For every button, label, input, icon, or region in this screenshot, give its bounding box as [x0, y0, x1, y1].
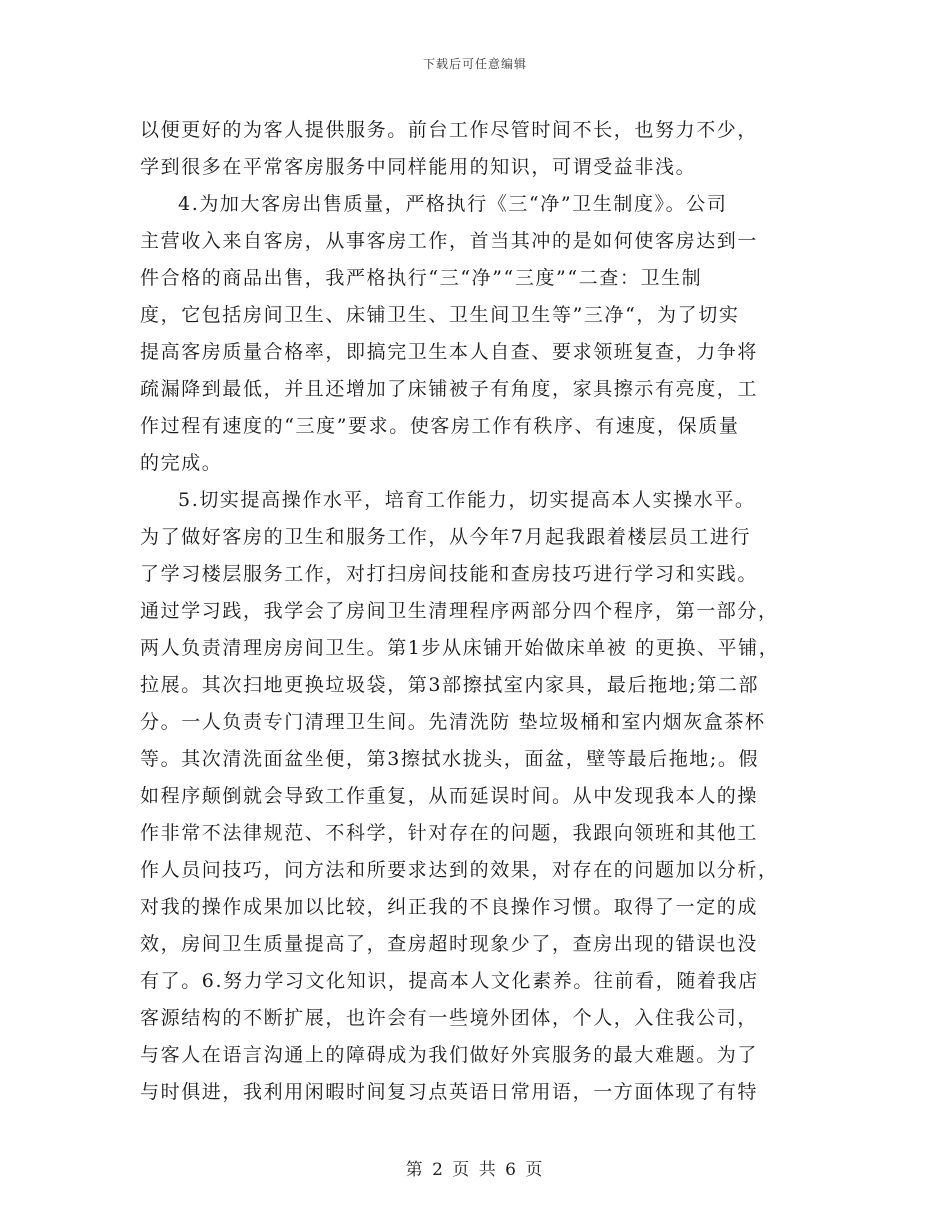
text-line: 两人负责清理房房间卫生。第1步从床铺开始做床单被 的更换、平铺， [140, 637, 780, 659]
text-line: 有了。6.努力学习文化知识，提高本人文化素养。往前看，随着我店 [140, 970, 759, 992]
text-line: 学到很多在平常客房服务中同样能用的知识，可谓受益非浅。 [140, 156, 697, 178]
text-line: 与客人在语言沟通上的障碍成为我们做好外宾服务的最大难题。为了 [140, 1044, 759, 1066]
text-line: 与时俱进，我利用闲暇时间复习点英语日常用语，一方面体现了有特 [140, 1081, 759, 1103]
text-line: 了学习楼层服务工作，对打扫房间技能和查房技巧进行学习和实践。 [140, 563, 759, 585]
text-line: 通过学习践，我学会了房间卫生清理程序两部分四个程序，第一部分， [140, 600, 779, 622]
text-line: 分。一人负责专门清理卫生间。先清洗防 垫垃圾桶和室内烟灰盒茶杯 [140, 711, 766, 733]
text-line: 度，它包括房间卫生、床铺卫生、卫生间卫生等”三净“，为了切实 [140, 304, 740, 326]
document-body [140, 112, 820, 1111]
text-line: 主营收入来自客房，从事客房工作，首当其冲的是如何使客房达到一 [140, 230, 759, 252]
text-line: 疏漏降到最低，并且还增加了床铺被子有角度，家具擦示有亮度，工 [140, 378, 759, 400]
text-line: 效，房间卫生质量提高了，查房超时现象少了，查房出现的错误也没 [140, 933, 759, 955]
text-line: 为了做好客房的卫生和服务工作，从今年7月起我跟着楼层员工进行 [140, 526, 752, 548]
text-line: 作非常不法律规范、不科学，针对存在的问题，我跟向领班和其他工 [140, 822, 759, 844]
text-line: 等。其次清洗面盆坐便，第3擦拭水拢头，面盆，壁等最后拖地;。假 [140, 748, 760, 770]
text-line: 拉展。其次扫地更换垃圾袋，第3部擦拭室内家具，最后拖地;第二部 [140, 674, 760, 696]
text-line: 如程序颠倒就会导致工作重复，从而延误时间。从中发现我本人的操 [140, 785, 759, 807]
text-line: 5.切实提高操作水平，培育工作能力，切实提高本人实操水平。 [178, 489, 756, 511]
text-line: 以便更好的为客人提供服务。前台工作尽管时间不长，也努力不少， [140, 119, 759, 141]
text-line: 客源结构的不断扩展，也许会有一些境外团体，个人，入住我公司， [140, 1007, 759, 1029]
text-line: 件合格的商品出售，我严格执行“三“净”“三度”“二查：卫生制 [140, 267, 703, 289]
page-header: 下载后可任意编辑 [422, 57, 527, 71]
text-line: 作过程有速度的“三度”要求。使客房工作有秩序、有速度，保质量 [140, 415, 740, 437]
page-number-footer: 第 2 页 共 6 页 [405, 1160, 545, 1180]
text-line: 对我的操作成果加以比较，纠正我的不良操作习惯。取得了一定的成 [140, 896, 759, 918]
text-line: 提高客房质量合格率，即搞完卫生本人自查、要求领班复查，力争将 [140, 341, 759, 363]
text-line: 的完成。 [140, 452, 223, 474]
text-line: 作人员问技巧，问方法和所要求达到的效果，对存在的问题加以分析， [140, 859, 779, 881]
text-line: 4.为加大客房出售质量，严格执行《三“净”卫生制度》。公司 [178, 193, 728, 215]
